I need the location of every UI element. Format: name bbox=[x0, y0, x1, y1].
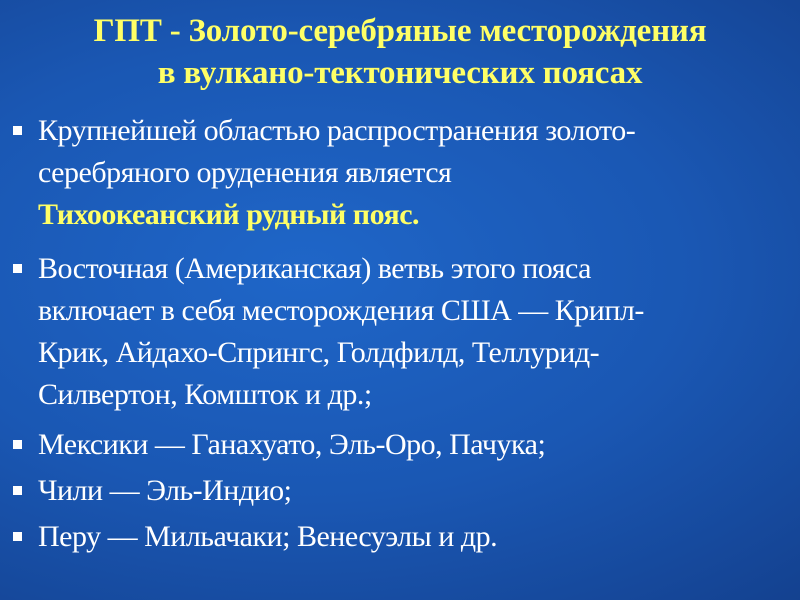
square-bullet-icon bbox=[13, 264, 22, 273]
slide-title bbox=[0, 10, 800, 94]
slide-title-line-1: ГПТ - Золото-серебряные месторождения bbox=[93, 13, 707, 49]
bullet-list bbox=[0, 110, 800, 570]
bullet-text-line: Силвертон, Комшток и др.; bbox=[38, 378, 372, 411]
bullet-text-line: Мексики — Ганахуато, Эль-Оро, Пачука; bbox=[38, 428, 546, 461]
bullet-item-peru bbox=[0, 516, 800, 558]
bullet-item-mexico bbox=[0, 424, 800, 466]
bullet-text-line: Чили — Эль-Индио; bbox=[38, 474, 292, 507]
slide-title-line-2: в вулкано-тектонических поясах bbox=[157, 55, 643, 91]
square-bullet-icon bbox=[13, 486, 22, 495]
highlighted-text: Тихоокеанский рудный пояс. bbox=[38, 198, 420, 231]
bullet-text-line: серебряного оруденения является bbox=[38, 156, 452, 189]
bullet-text-line: Перу — Мильачаки; Венесуэлы и др. bbox=[38, 520, 498, 553]
bullet-item-chile bbox=[0, 470, 800, 512]
square-bullet-icon bbox=[13, 532, 22, 541]
bullet-item-american-branch bbox=[0, 248, 800, 416]
bullet-item-pacific-belt bbox=[0, 110, 800, 236]
bullet-text-line: включает в себя месторождения США — Крипл- bbox=[38, 294, 644, 327]
bullet-text-line: Крупнейшей областью распространения золото- bbox=[38, 114, 636, 147]
bullet-text-line: Крик, Айдахо-Спрингс, Голдфилд, Теллурид- bbox=[38, 336, 600, 369]
square-bullet-icon bbox=[13, 440, 22, 449]
bullet-text-line: Восточная (Американская) ветвь этого пояса bbox=[38, 252, 591, 285]
square-bullet-icon bbox=[13, 126, 22, 135]
